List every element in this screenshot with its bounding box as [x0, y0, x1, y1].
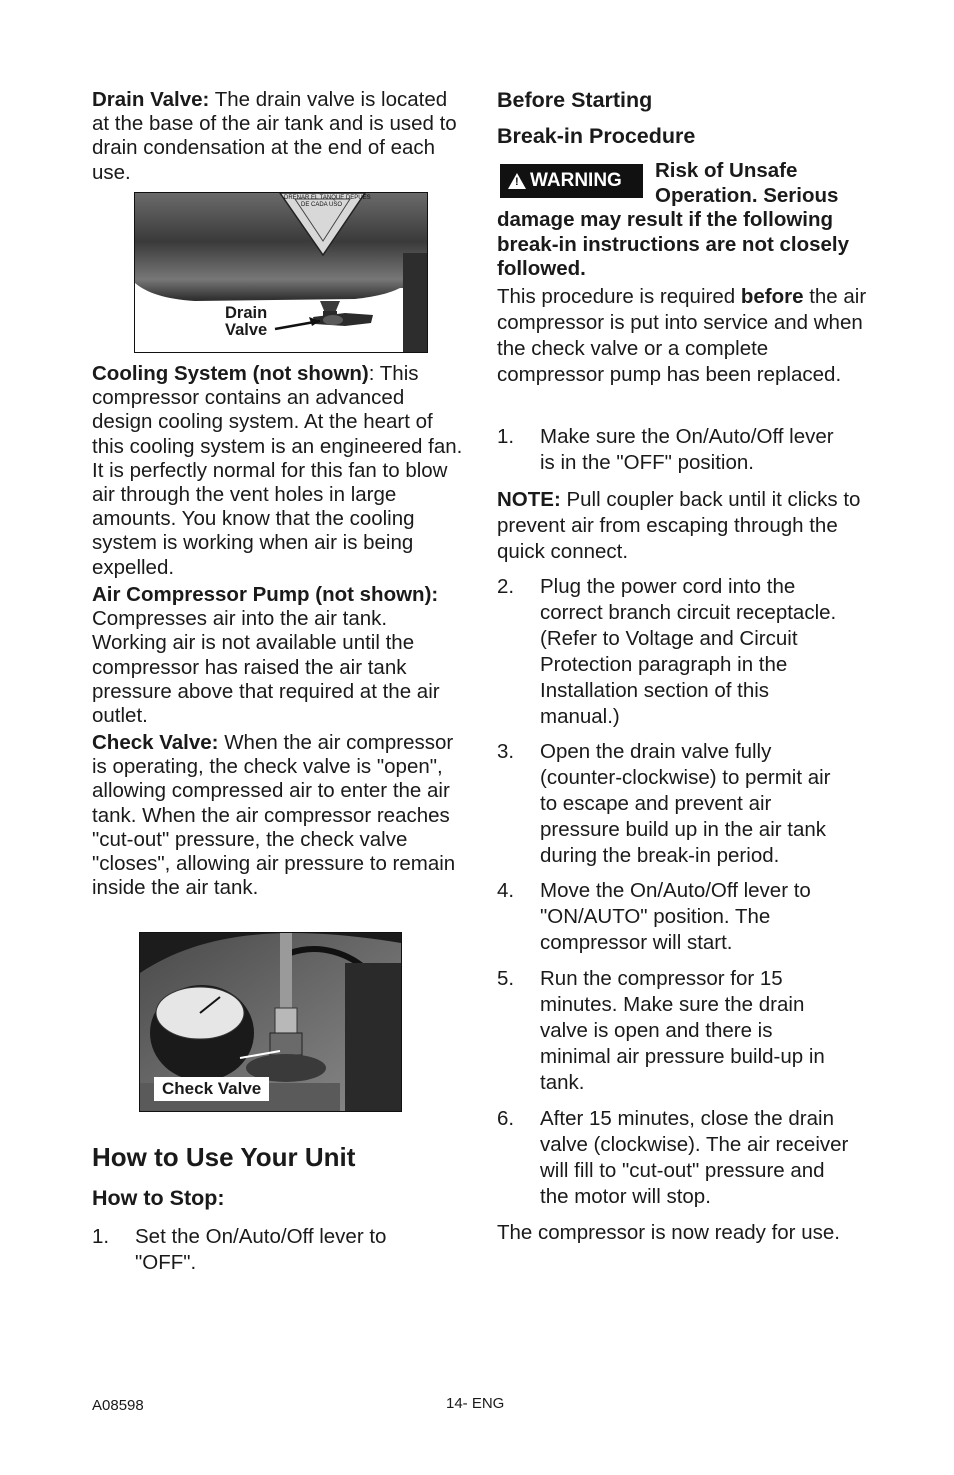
- pump-paragraph: [92, 583, 464, 728]
- check-valve-callout: Check Valve: [154, 1077, 269, 1101]
- doc-code: A08598: [92, 1397, 144, 1414]
- breakin-step-5-line4: minimal air pressure build-up in: [540, 1045, 825, 1068]
- breakin-step-3-line5: during the break-in period.: [540, 844, 780, 867]
- breakin-step-2-line4: Protection paragraph in the: [540, 653, 788, 676]
- breakin-step-3-line4: pressure build up in the air tank: [540, 818, 827, 841]
- note-text: Pull coupler back until it clicks to prevent air from escaping through the quick connect.: [497, 488, 861, 563]
- breakin-step-4-line1: Move the On/Auto/Off lever to: [540, 879, 811, 902]
- cooling-system-paragraph: [92, 362, 464, 580]
- drain-valve-label: Drain Valve:: [92, 88, 210, 111]
- warning-body: damage may result if the following break-in instructions are not closely followed.: [497, 208, 850, 281]
- pump-text: Compresses air into the air tank. Working air is not available until the compressor has raised the air tank pressure above that required at the air outlet.: [92, 607, 440, 728]
- closing-paragraph: The compressor is now ready for use.: [497, 1221, 840, 1244]
- how-to-use-heading: How to Use Your Unit: [92, 1142, 356, 1172]
- breakin-step-3-line1: Open the drain valve fully: [540, 740, 772, 763]
- page-number: 14- ENG: [446, 1395, 505, 1412]
- drain-valve-callout: [225, 305, 267, 339]
- check-valve-text: When the air compressor is operating, the check valve is "open", allowing compressed air to enter the air tank. When the air compressor reaches "cut-out" pressure, the check valve "closes", allowing air pressure to remain inside the air tank.: [92, 731, 456, 900]
- intro-a: This procedure is required: [497, 285, 741, 308]
- breakin-step-3-number: 3.: [497, 740, 515, 763]
- drain-valve-paragraph: [92, 88, 464, 185]
- breakin-step-2-number: 2.: [497, 575, 515, 598]
- warning-line1: Risk of Unsafe: [655, 159, 798, 182]
- breakin-step-5: [497, 966, 877, 1096]
- breakin-step-6: [497, 1106, 877, 1210]
- tank-sticker-line1: DRENAR EL TANQUE DEPUES: [284, 195, 371, 201]
- breakin-step-2-line3: (Refer to Voltage and Circuit: [540, 627, 798, 650]
- breakin-step-1-number: 1.: [497, 425, 515, 448]
- cooling-system-text: : This compressor contains an advanced design cooling system. At the heart of this cooling system is an engineered fan. It is perfectly normal for this fan to blow air through the vent holes in large amounts. You know that the cooling system is working when air is being expelled.: [92, 362, 463, 579]
- breakin-step-4-line2: "ON/AUTO" position. The: [540, 905, 771, 928]
- cooling-system-label: Cooling System (not shown): [92, 362, 369, 385]
- breakin-step-4-line3: compressor will start.: [540, 931, 733, 954]
- drain-callout-line2: Valve: [225, 321, 268, 339]
- warning-triangle-icon: !: [508, 173, 526, 189]
- check-valve-paragraph: [92, 731, 464, 900]
- breakin-step-6-line3: will fill to "cut-out" pressure and: [540, 1159, 825, 1182]
- breakin-step-4: [497, 878, 877, 956]
- breakin-step-6-line2: valve (clockwise). The air receiver: [540, 1133, 849, 1156]
- breakin-step-2-line6: manual.): [540, 705, 620, 728]
- intro-bold: before: [740, 285, 804, 308]
- breakin-step-3-line2: (counter-clockwise) to permit air: [540, 766, 831, 789]
- stop-step-1-number: 1.: [92, 1225, 110, 1248]
- stop-step-1-line1: Set the On/Auto/Off lever to: [135, 1225, 387, 1248]
- breakin-step-2: [497, 574, 877, 730]
- breakin-step-1: [497, 424, 877, 476]
- intro-paragraph: [497, 284, 872, 388]
- note-label: NOTE:: [497, 488, 561, 511]
- breakin-step-2-line5: Installation section of this: [540, 679, 770, 702]
- before-starting-heading: Before Starting: [497, 88, 653, 112]
- breakin-step-1-line1: Make sure the On/Auto/Off lever: [540, 425, 834, 448]
- breakin-step-1-line2: is in the "OFF" position.: [540, 451, 754, 474]
- drain-valve-text: The drain valve is located at the base of the air tank and is used to drain condensation at the end of each use.: [92, 88, 457, 184]
- how-to-stop-heading: How to Stop:: [92, 1186, 225, 1210]
- breakin-step-6-number: 6.: [497, 1107, 515, 1130]
- breakin-step-6-line1: After 15 minutes, close the drain: [540, 1107, 834, 1130]
- breakin-step-6-line4: the motor will stop.: [540, 1185, 711, 1208]
- breakin-step-5-line2: minutes. Make sure the drain: [540, 993, 805, 1016]
- warning-headline: [655, 159, 838, 208]
- breakin-step-4-number: 4.: [497, 879, 515, 902]
- warning-line2: Operation. Serious: [655, 183, 839, 207]
- breakin-heading: Break-in Procedure: [497, 124, 696, 148]
- breakin-step-2-line2: correct branch circuit receptacle.: [540, 601, 837, 624]
- drain-callout-line1: Drain: [225, 304, 268, 322]
- breakin-step-5-line1: Run the compressor for 15: [540, 967, 783, 990]
- breakin-step-3: [497, 739, 877, 869]
- stop-step-1-line2: "OFF".: [135, 1251, 197, 1274]
- breakin-step-5-line5: tank.: [540, 1071, 585, 1094]
- breakin-step-5-number: 5.: [497, 967, 515, 990]
- breakin-step-3-line3: to escape and prevent air: [540, 792, 772, 815]
- drain-valve-illustration: [135, 193, 427, 352]
- tank-sticker-line2: DE CADA USO: [301, 202, 343, 208]
- breakin-step-5-line3: valve is open and there is: [540, 1019, 773, 1042]
- warning-badge: [500, 164, 643, 198]
- check-valve-photo: [139, 932, 402, 1112]
- stop-step-1: [92, 1224, 464, 1276]
- breakin-step-2-line1: Plug the power cord into the: [540, 575, 796, 598]
- check-valve-label: Check Valve:: [92, 731, 219, 754]
- warning-badge-label: WARNING: [530, 170, 622, 191]
- drain-valve-photo: [134, 192, 428, 353]
- intro-b: the air compressor is put into service and when the check valve or a complete compressor pump has been replaced.: [497, 285, 867, 386]
- note-paragraph: [497, 487, 872, 565]
- pump-label: Air Compressor Pump (not shown):: [92, 583, 439, 606]
